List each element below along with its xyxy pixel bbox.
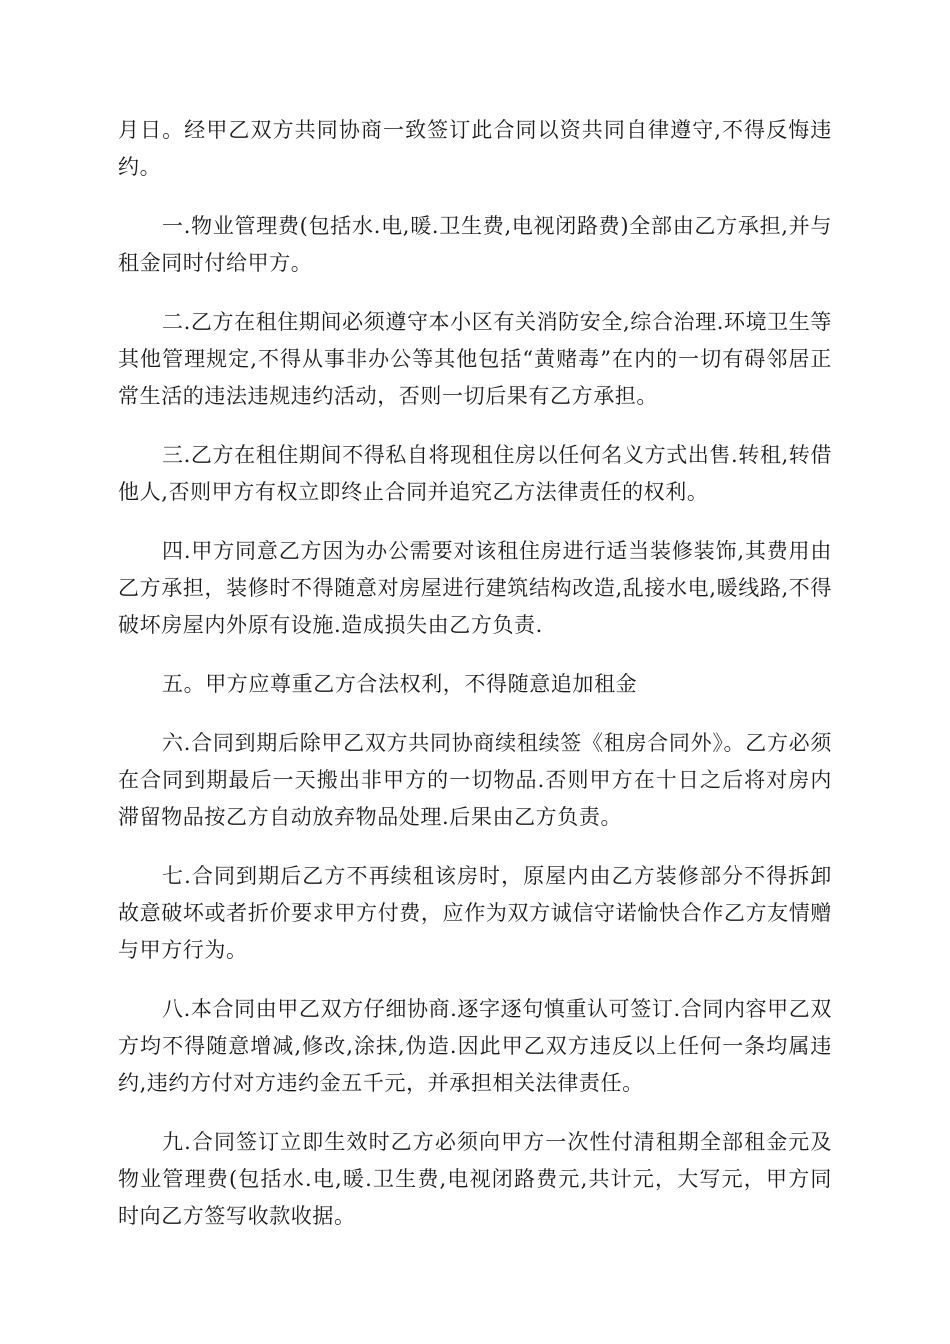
clause-9: 九.合同签订立即生效时乙方必须向甲方一次性付清租期全部租金元及物业管理费(包括水.电,暖.卫生费,电视闭路费元,共计元，大写元，甲方同时向乙方签写收款收据。: [118, 1130, 832, 1228]
clause-4: 四.甲方同意乙方因为办公需要对该租住房进行适当装修装饰,其费用由乙方承担，装修时不得随意对房屋进行建筑结构改造,乱接水电,暖线路,不得破坏房屋内外原有设施.造成损失由乙方负责.: [118, 539, 832, 637]
paragraph-continuation: 月日。经甲乙双方共同协商一致签订此合同以资共同自律遵守,不得反悔违约。: [118, 118, 832, 179]
clause-5: 五。甲方应尊重乙方合法权利，不得随意追加租金: [162, 672, 638, 696]
clause-6: 六.合同到期后除甲乙双方共同协商续租续签《租房合同外》。乙方必须在合同到期最后一天搬出非甲方的一切物品.否则甲方在十日之后将对房内滞留物品按乙方自动放弃物品处理.后果由乙方负责。: [118, 731, 832, 829]
clause-7: 七.合同到期后乙方不再续租该房时，原屋内由乙方装修部分不得拆卸故意破坏或者折价要求甲方付费，应作为双方诚信守诺愉快合作乙方友情赠与甲方行为。: [118, 864, 832, 962]
clause-2: 二.乙方在租住期间必须遵守本小区有关消防安全,综合治理.环境卫生等其他管理规定,不得从事非办公等其他包括“黄赌毒”在内的一切有碍邻居正常生活的违法违规违约活动，否则一切后果有乙方承担。: [118, 310, 832, 408]
clause-3: 三.乙方在租住期间不得私自将现租住房以任何名义方式出售.转租,转借他人,否则甲方有权立即终止合同并追究乙方法律责任的权利。: [118, 443, 832, 504]
clause-8: 八.本合同由甲乙双方仔细协商.逐字逐句慎重认可签订.合同内容甲乙双方均不得随意增减,修改,涂抹,伪造.因此甲乙双方违反以上任何一条均属违约,违约方付对方违约金五千元，并承担相关法律责任。: [118, 997, 832, 1095]
clause-1: 一.物业管理费(包括水.电,暖.卫生费,电视闭路费)全部由乙方承担,并与租金同时付给甲方。: [118, 214, 832, 275]
